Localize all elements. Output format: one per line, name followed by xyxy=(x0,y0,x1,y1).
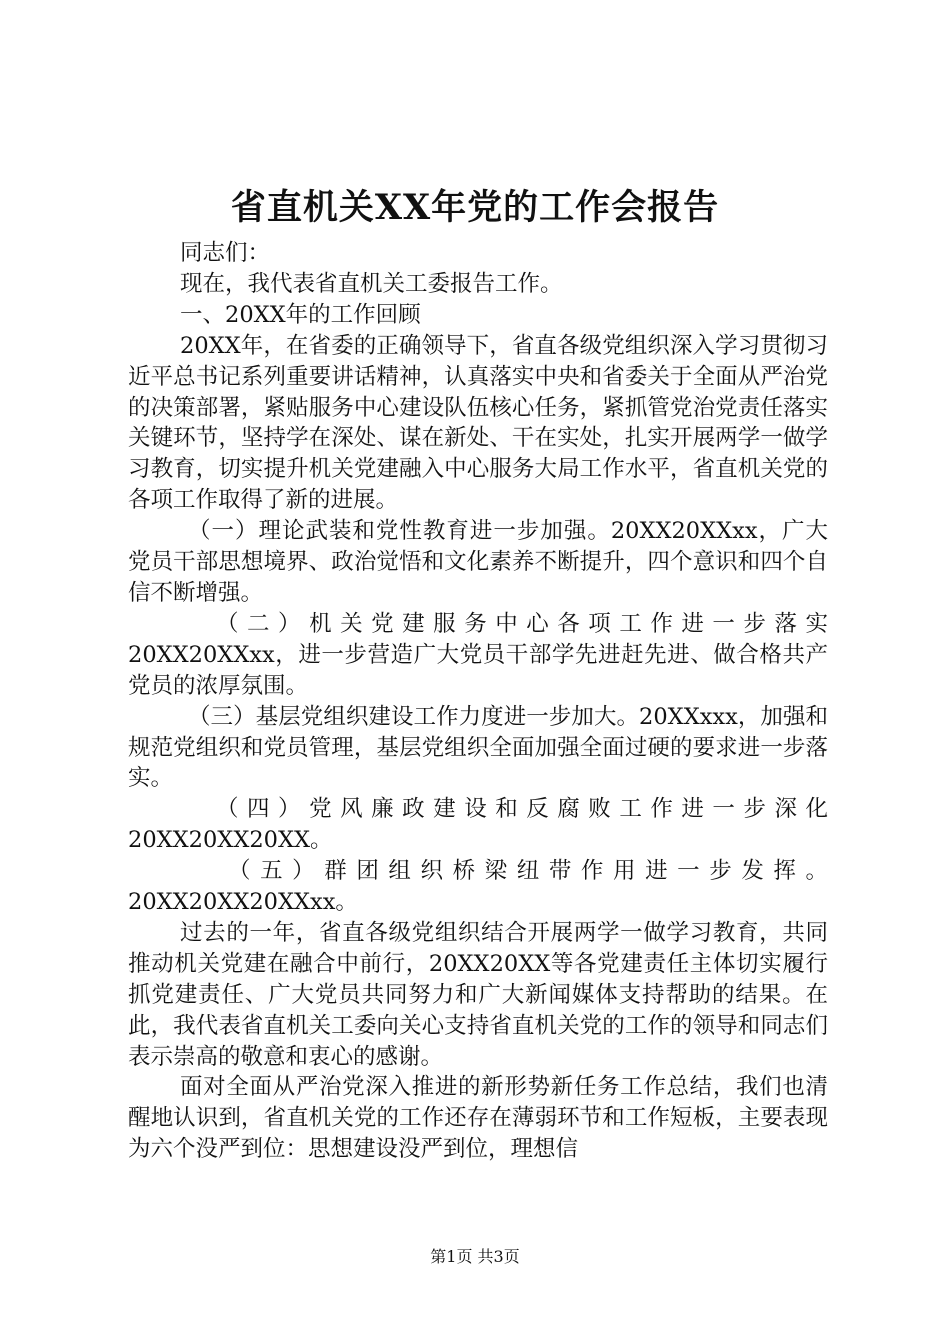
paragraph: （一）理论武装和党性教育进一步加强。20XX20XXxx，广大党员干部思想境界、政治觉悟和文化素养不断提升，四个意识和四个自信不断增强。 xyxy=(128,518,828,606)
salutation: 同志们： xyxy=(180,240,271,266)
paragraph: （二）机关党建服务中心各项工作进一步落实20XX20XXxx，进一步营造广大党员干部学先进赶先进、做合格共产党员的浓厚氛围。 xyxy=(128,610,828,699)
paragraph: 现在，我代表省直机关工委报告工作。 xyxy=(180,270,563,297)
paragraph: 20XX年，在省委的正确领导下，省直各级党组织深入学习贯彻习近平总书记系列重要讲话精神，认真落实中央和省委关于全面从严治党的决策部署，紧贴服务中心建设队伍核心任务，紧抓管党治党责任落实关键环节，坚持学在深处、谋在新处、干在实处，扎实开展两学一做学习教育，切实提升机关党建融入中心服务大局工作水平，省直机关党的各项工作取得了新的进展。 xyxy=(128,332,828,514)
document-body xyxy=(128,238,828,1165)
document-title: 省直机关XX年党的工作会报告 xyxy=(230,187,720,228)
page-footer: 第1页 共3页 xyxy=(430,1247,520,1266)
paragraph: 面对全面从严治党深入推进的新形势新任务工作总结，我们也清醒地认识到，省直机关党的工作还存在薄弱环节和工作短板，主要表现为六个没严到位：思想建设没严到位，理想信 xyxy=(128,1074,828,1163)
paragraph: （五）群团组织桥梁纽带作用进一步发挥。20XX20XX20XXxx。 xyxy=(128,858,828,916)
section-heading: 一、20XX年的工作回顾 xyxy=(180,301,421,328)
paragraph: （四）党风廉政建设和反腐败工作进一步深化20XX20XX20XX。 xyxy=(128,796,828,854)
paragraph: （三）基层党组织建设工作力度进一步加大。20XXxxx，加强和规范党组织和党员管理，基层党组织全面加强全面过硬的要求进一步落实。 xyxy=(128,703,828,792)
paragraph: 过去的一年，省直各级党组织结合开展两学一做学习教育，共同推动机关党建在融合中前行，20XX20XX等各党建责任主体切实履行抓党建责任、广大党员共同努力和广大新闻媒体支持帮助的结果。在此，我代表省直机关工委向关心支持省直机关党的工作的领导和同志们表示崇高的敬意和衷心的感谢。 xyxy=(128,919,828,1070)
